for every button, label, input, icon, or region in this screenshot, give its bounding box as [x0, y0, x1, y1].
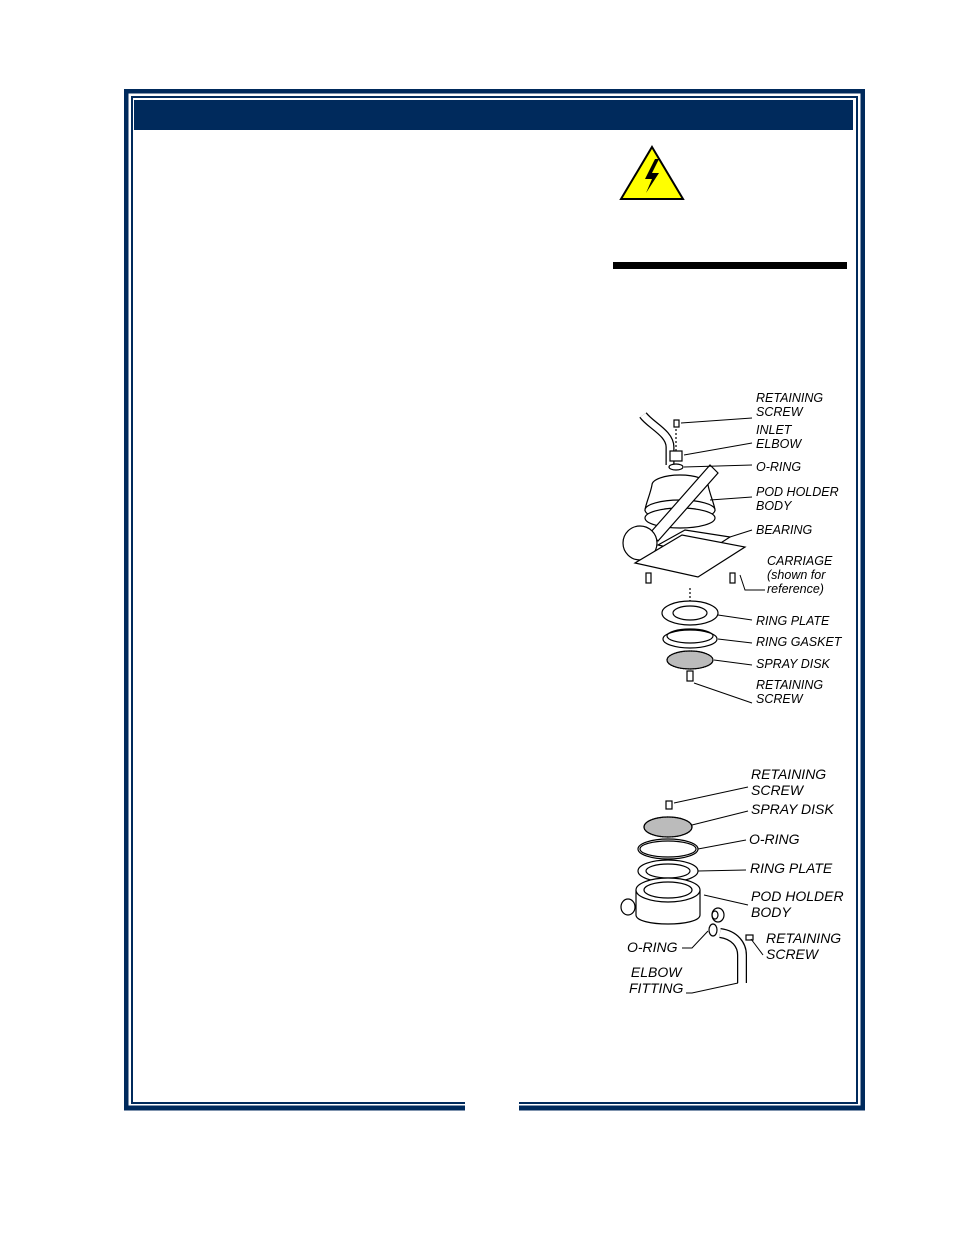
label-o-ring: O-RING: [756, 460, 802, 474]
label-retaining-screw: RETAINING SCREW: [751, 766, 827, 798]
label-retaining-screw: RETAINING SCREW: [756, 391, 824, 419]
label-ring-gasket: RING GASKET: [756, 635, 842, 649]
label-o-ring: O-RING: [749, 831, 800, 847]
label-spray-disk: SPRAY DISK: [751, 801, 834, 817]
label-spray-disk: SPRAY DISK: [756, 657, 830, 671]
exploded-diagram-bottom: [620, 765, 860, 1000]
exploded-diagram-top: [610, 385, 860, 715]
label-retaining-screw-side: RETAINING SCREW: [766, 930, 842, 962]
label-retaining-screw-bottom: RETAINING SCREW: [756, 678, 824, 706]
label-bearing: BEARING: [756, 523, 813, 537]
label-pod-holder-body: POD HOLDER BODY: [751, 888, 844, 920]
label-o-ring-side: O-RING: [627, 939, 678, 955]
header-bar: [134, 100, 853, 130]
label-ring-plate: RING PLATE: [756, 614, 830, 628]
label-elbow-fitting: ELBOW FITTING: [629, 964, 684, 996]
section-rule: [613, 262, 847, 269]
label-ring-plate: RING PLATE: [750, 860, 833, 876]
label-inlet-elbow: INLET ELBOW: [756, 423, 802, 451]
label-pod-holder-body: POD HOLDER BODY: [756, 485, 839, 513]
label-carriage: CARRIAGE (shown for reference): [767, 554, 833, 596]
